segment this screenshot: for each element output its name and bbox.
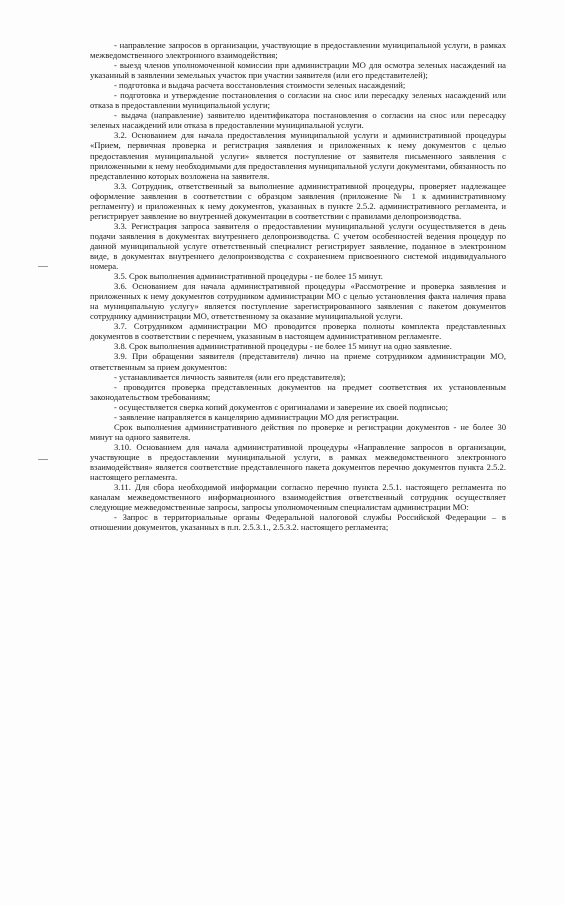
paragraph: 3.3. Регистрация запроса заявителя о предоставлении муниципальной услуги осуществляется в день подачи заявления в документах внутреннего делопроизводства. С учетом особенностей ведения процедур по данной муниципальной услуге ответственный специалист регистрирует заявление, поданное в электронном виде, в документах внутреннего делопроизводства с сохранением присвоенного системой индивидуального номера.	[90, 220, 506, 272]
paragraph: 3.9. При обращении заявителя (представителя) лично на приеме сотрудником администрации МО, ответственным за прием документов:	[90, 351, 506, 372]
paragraph: - заявление направляется в канцелярию администрации МО для регистрации.	[114, 411, 399, 422]
paragraph: 3.2. Основанием для начала предоставления муниципальной услуги и административной процедуры «Прием, первичная проверка и регистрация заявления и приложенных к нему документов с целью предоставления муниципальной услуги» является поступление от заявителя письменного заявления с приложенными к нему необходимыми для предоставления муниципальной услуги документами, обязанность по представлению которых возложена на заявителя.	[90, 130, 506, 181]
paragraph: 3.5. Срок выполнения административной процедуры - не более 15 минут.	[114, 271, 383, 282]
paragraph: - выезд членов уполномоченной комиссии при администрации МО для осмотра зеленых насаждений на указанный в заявлении земельных участок при участии заявителя (или его представителей);	[90, 60, 506, 81]
paragraph: 3.3. Сотрудник, ответственный за выполнение административной процедуры, проверяет надлежащее оформление заявления в соответствии с образцом заявления (приложение № 1 к административному регламенту) и приложенных к нему документов, указанных в пункте 2.5.2. административного регламента, и регистрирует заявление во внутренней документации в соответствии с правилами делопроизводства.	[90, 180, 506, 221]
paragraph: - осуществляется сверка копий документов с оригиналами и заверение их своей подписью;	[114, 401, 449, 412]
paragraph: - Запрос в территориальные органы Федеральной налоговой службы Российской Федерации – в отношении документов, указанных в п.п. 2.5.3.1., 2.5.3.2. настоящего регламента;	[90, 512, 506, 533]
paragraph: 3.10. Основанием для начала административной процедуры «Направление запросов в организации, участвующие в предоставлении муниципальной услуги, в рамках межведомственного электронного взаимодействия» является соответствие представленного пакета документов перечню документов пункта 2.5.2. настоящего регламента.	[90, 441, 506, 483]
margin-mark	[38, 459, 48, 460]
paragraph: - подготовка и утверждение постановления о согласии на снос или пересадку зеленых насаждений или отказа в предоставлении муниципальной услуги;	[90, 90, 506, 111]
paragraph: - выдача (направление) заявителю идентификатора постановления о согласии на снос или пересадку зеленых насаждений или отказа в предоставлении муниципальной услуги.	[90, 110, 506, 131]
margin-mark	[38, 266, 48, 267]
paragraph: 3.8. Срок выполнения административной процедуры - не более 15 минут на одно заявление.	[114, 341, 452, 352]
paragraph: - подготовка и выдача расчета восстановления стоимости зеленых насаждений;	[114, 80, 406, 91]
paragraph: - проводится проверка представленных документов на предмет соответствия их установленным законодательством требованиям;	[90, 381, 506, 402]
document-body	[90, 40, 506, 532]
paragraph: Срок выполнения административного действия по проверке и регистрации документов - не более 30 минут на одного заявителя.	[90, 421, 506, 442]
paragraph: 3.7. Сотрудником администрации МО проводится проверка полноты комплекта представленных документов в соответствии с перечнем, указанным в настоящем административном регламенте.	[90, 321, 506, 342]
paragraph: 3.11. Для сбора необходимой информации согласно перечню пункта 2.5.1. настоящего регламента по каналам межведомственного информационного взаимодействия ответственный сотрудник осуществляет следующие межведомственные запросы, запросы уполномоченным специалистам администрации МО:	[90, 482, 506, 513]
paragraph: - устанавливается личность заявителя (или его представителя);	[114, 371, 346, 382]
paragraph: - направление запросов в организации, участвующие в предоставлении муниципальной услуги, в рамках межведомственного электронного взаимодействия;	[90, 40, 506, 61]
paragraph: 3.6. Основанием для начала административной процедуры «Рассмотрение и проверка заявления и приложенных к нему документов сотрудником администрации МО с целью установления факта наличия права на муниципальную услугу» является поступление зарегистрированного заявления с пакетом документов сотруднику администрации МО, ответственному за оказание муниципальной услуги.	[90, 281, 506, 322]
